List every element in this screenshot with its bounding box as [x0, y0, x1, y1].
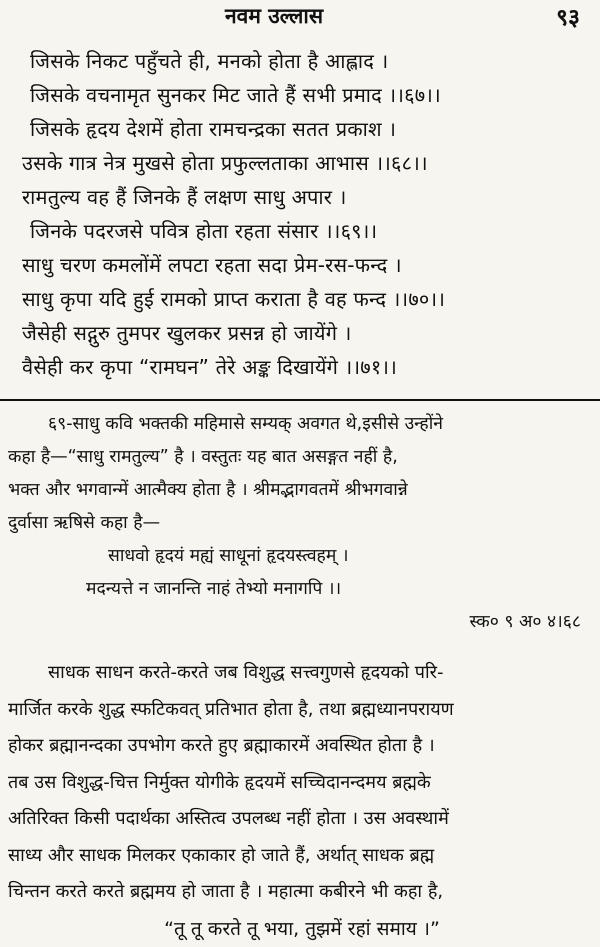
page-header — [0, 0, 600, 34]
section-divider — [0, 399, 600, 401]
verse-line: रामतुल्य वह हैं जिनके हैं लक्षण साधु अपार । — [22, 180, 582, 214]
footnote-line: दुर्वासा ऋषिसे कहा है— — [8, 507, 593, 540]
verse-line: जिसके वचनामृत सुनकर मिट जाते हैं सभी प्रमाद ।।६७।। — [22, 78, 582, 112]
scripture-citation: स्क० ९ अ० ४।६८ — [8, 606, 593, 639]
page-number: ९३ — [556, 0, 580, 32]
chapter-title: नवम उल्लास — [225, 2, 323, 30]
verse-line: जिनके पदरजसे पवित्र होता रहता संसार ।।६९।। — [22, 214, 582, 248]
sanskrit-verse-line: मदन्यत्ते न जानन्ति नाहं तेभ्यो मनागपि ।। — [8, 573, 593, 606]
body-line: तब उस विशुद्ध-चित्त निर्मुक्त योगीके हृदयमें सच्चिदानन्दमय ब्रह्मके — [8, 765, 596, 802]
body-line: होकर ब्रह्मानन्दका उपभोग करते हुए ब्रह्माकारमें अवस्थित होता है । — [8, 728, 596, 765]
verse-line: जिसके हृदय देशमें होता रामचन्द्रका सतत प्रकाश । — [22, 112, 582, 146]
verse-line: जिसके निकट पहुँचते ही, मनको होता है आह्लाद । — [22, 44, 582, 78]
footnote-block — [8, 408, 593, 639]
body-line: मार्जित करके शुद्ध स्फटिकवत् प्रतिभात होता है, तथा ब्रह्मध्यानपरायण — [8, 692, 596, 729]
body-line: चिन्तन करते करते ब्रह्ममय हो जाता है । महात्मा कबीरने भी कहा है, — [8, 874, 596, 911]
verse-line: वैसेही कर कृपा “रामघन” तेरे अङ्क दिखायेंगे ।।७१।। — [22, 350, 582, 384]
footnote-line: कहा है—“साधु रामतुल्य” है । वस्तुतः यह बात असङ्गत नहीं है, — [8, 441, 593, 474]
sanskrit-verse-line: साधवो हृदयं मह्यं साधूनां हृदयस्त्वहम् । — [8, 540, 593, 573]
verse-line: जैसेही सद्गुरु तुमपर खुलकर प्रसन्न हो जायेंगे । — [22, 316, 582, 350]
footnote-line: भक्त और भगवान्में आत्मैक्य होता है । श्रीमद्भागवतमें श्रीभगवान्ने — [8, 474, 593, 507]
kabir-quote: “तू तू करते तू भया, तुझमें रहां समाय ।” — [8, 911, 596, 947]
footnote-line: ६९-साधु कवि भक्तकी महिमासे सम्यक् अवगत थे,इसीसे उन्होंने — [8, 408, 593, 441]
body-line: अतिरिक्त किसी पदार्थका अस्तित्व उपलब्ध नहीं होता । उस अवस्थामें — [8, 801, 596, 838]
body-paragraph — [8, 655, 596, 947]
body-line: साध्य और साधक मिलकर एकाकार हो जाते हैं, अर्थात् साधक ब्रह्म — [8, 838, 596, 875]
verse-line: उसके गात्र नेत्र मुखसे होता प्रफुल्लताका आभास ।।६८।। — [22, 146, 582, 180]
verse-line: साधु कृपा यदि हुई रामको प्राप्त कराता है वह फन्द ।।७०।। — [22, 282, 582, 316]
verse-block — [22, 44, 582, 384]
body-line: साधक साधन करते-करते जब विशुद्ध सत्त्वगुणसे हृदयको परि- — [8, 655, 596, 692]
verse-line: साधु चरण कमलोंमें लपटा रहता सदा प्रेम-रस-फन्द । — [22, 248, 582, 282]
